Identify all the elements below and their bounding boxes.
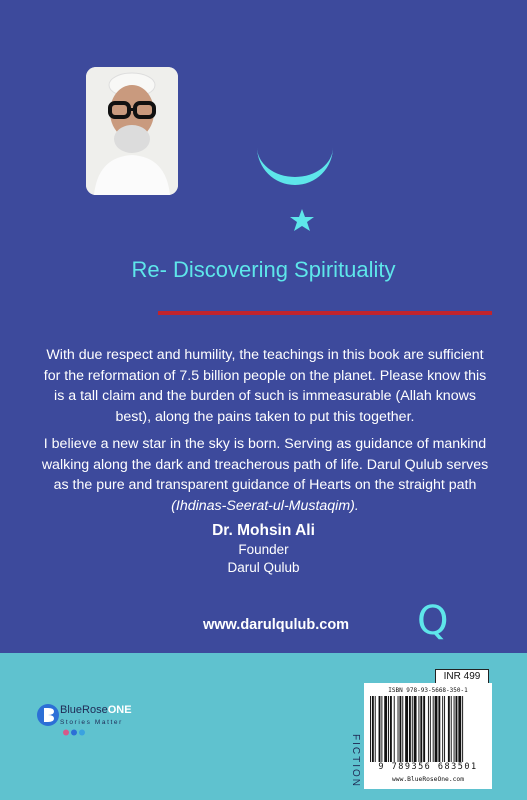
- publisher-tagline: Stories Matter: [60, 719, 123, 726]
- author-photo: [86, 67, 178, 195]
- red-divider: [158, 311, 492, 315]
- publisher-url: www.BlueRoseOne.com: [391, 776, 465, 783]
- crescent-star-icon: [245, 135, 345, 245]
- barcode-bars: [370, 696, 486, 762]
- barcode: [364, 683, 492, 789]
- social-icons: [63, 729, 87, 738]
- author-block: [0, 521, 527, 577]
- publisher-logo-icon: [37, 700, 59, 730]
- blurb: [40, 345, 490, 523]
- crescent-moon-icon: [257, 147, 333, 185]
- q-logo-icon: Q: [417, 598, 449, 644]
- publisher-name-suffix: ONE: [107, 704, 132, 716]
- isbn-label: ISBN 978-93-5668-350-1: [388, 687, 468, 694]
- book-title: Re- Discovering Spirituality: [131, 257, 396, 282]
- blurb-italic-phrase: (Ihdinas-Seerat-ul-Mustaqim).: [171, 497, 359, 514]
- price-tag: INR 499: [435, 669, 489, 684]
- genre-label: FICTION: [350, 734, 361, 788]
- blurb-paragraph-2: [40, 434, 490, 516]
- star-icon: [290, 209, 314, 231]
- blurb-paragraph-1: With due respect and humility, the teachings in this book are sufficient for the reformation of 7.5 billion people on the planet. Please know this is a tall claim and the burden of such is immeasurable (Allah knows best), along the pains taken to put this together.: [43, 347, 487, 425]
- author-name: Dr. Mohsin Ali: [212, 522, 315, 539]
- barcode-number: 9 789356 683501: [378, 762, 478, 772]
- website-link: www.darulqulub.com: [203, 617, 350, 633]
- publisher-name: [60, 704, 132, 716]
- author-role: Founder: [238, 542, 289, 557]
- blurb-paragraph-2-text: I believe a new star in the sky is born. Serving as guidance of mankind walking along the dark and treacherous path of life. Darul Qulub serves as the pure and transparent guidance of Hearts on the straight path: [41, 436, 489, 493]
- publisher-name-main: BlueRose: [60, 704, 108, 716]
- author-organization: Darul Qulub: [227, 560, 300, 575]
- publisher-logo: [37, 700, 157, 750]
